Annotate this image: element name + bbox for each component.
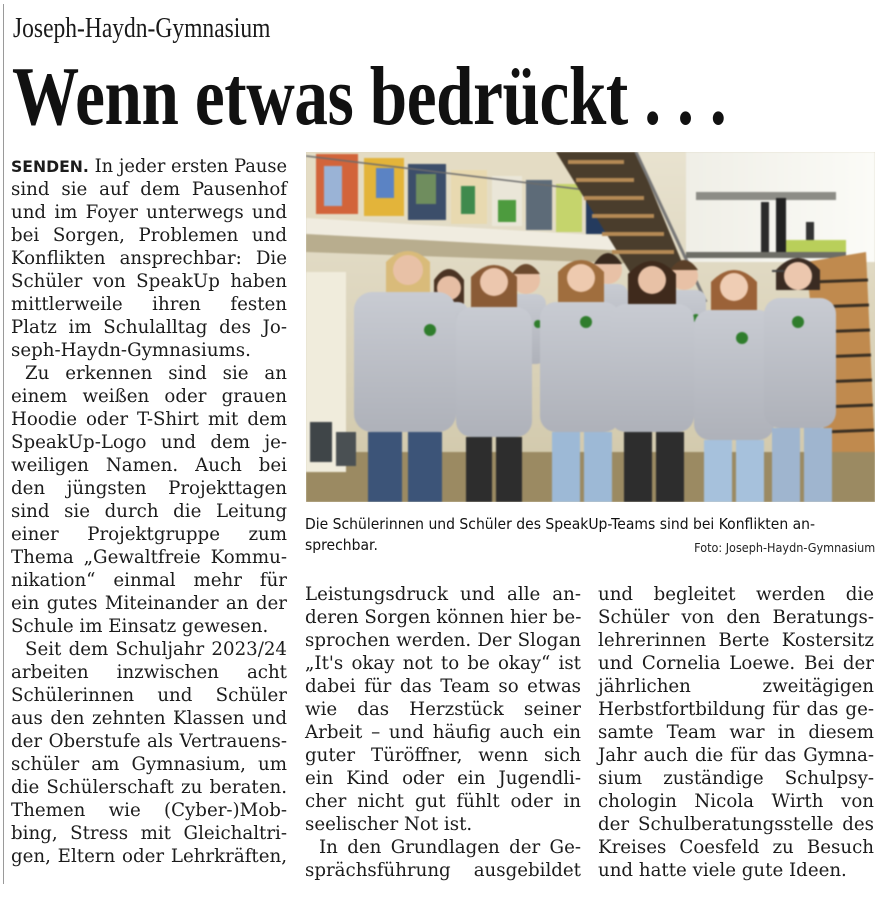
text-line: Leistungsdruck und alle an-	[305, 584, 581, 605]
text-line: wie das Herzstück seiner	[305, 699, 581, 720]
text-line: Platz im Schulalltag des Jo-	[11, 317, 287, 338]
text-line: seph-Haydn-Gymnasiums.	[11, 340, 251, 361]
text-line: „It's okay not to be okay“ ist	[305, 653, 581, 674]
article-headline: Wenn etwas bedrückt . . .	[12, 50, 727, 143]
text-line: guter Türöffner, wenn sich	[305, 745, 581, 766]
text-line: deren Sorgen können hier be-	[305, 607, 582, 628]
text-line: Themen wie (Cyber-)Mob-	[11, 800, 287, 821]
text-line: mittlerweile ihren festen	[11, 294, 287, 315]
text-fragment: In jeder ersten Pause	[88, 156, 288, 177]
article-column-3	[598, 583, 874, 882]
text-line: sprochen werden. Der Slogan	[305, 630, 581, 651]
text-line: einem weißen oder grauen	[11, 386, 287, 407]
text-line: den jüngsten Projekttagen	[11, 478, 287, 499]
text-line: die Schülerschaft zu beraten.	[11, 777, 287, 798]
text-line: Konflikten ansprechbar: Die	[11, 248, 287, 269]
text-line: Schule im Einsatz gewesen.	[11, 616, 269, 637]
text-line: sind sie auf dem Pausenhof	[11, 179, 287, 200]
text-line: bei Sorgen, Problemen und	[11, 225, 287, 246]
text-line: sprächsführung ausgebildet	[305, 860, 581, 881]
text-line: sium zuständige Schulpsy-	[598, 768, 874, 789]
text-line: Arbeit – und häufig auch ein	[305, 722, 581, 743]
text-line: der Oberstufe als Vertrauens-	[11, 731, 287, 752]
text-line: schüler am Gymnasium, um	[11, 754, 287, 775]
text-line: jährlichen zweitägigen	[598, 676, 874, 697]
text-line: Kreises Coesfeld zu Besuch	[598, 837, 874, 858]
text-line	[11, 155, 287, 178]
caption-line: Die Schülerinnen und Schüler des SpeakUp-Teams sind bei Konflikten an-	[305, 515, 816, 533]
photo-credit: Foto: Joseph-Haydn-Gymnasium	[693, 540, 875, 555]
text-line: Jahr auch die für das Gymna-	[598, 745, 874, 766]
group-photo-illustration	[306, 152, 875, 502]
text-line: ein Kind oder ein Jugendli-	[305, 768, 581, 789]
article-column-2	[305, 583, 581, 882]
text-line: cher nicht gut fühlt oder in	[305, 791, 581, 812]
text-line: sind sie durch die Leitung	[11, 501, 287, 522]
article-photo	[306, 152, 875, 502]
text-line: Zu erkennen sind sie an	[25, 363, 287, 384]
text-line: aus den zehnten Klassen und	[11, 708, 287, 729]
text-line: samte Team war in diesem	[598, 722, 874, 743]
text-line: gen, Eltern oder Lehrkräften,	[11, 846, 287, 867]
text-line: Seit dem Schuljahr 2023/24	[25, 639, 287, 660]
text-line: weiligen Namen. Auch bei	[11, 455, 287, 476]
text-line: SpeakUp-Logo und dem je-	[11, 432, 287, 453]
text-line: und im Foyer unterwegs und	[11, 202, 287, 223]
article-column-1	[11, 155, 287, 868]
text-line: chologin Nicola Wirth von	[598, 791, 874, 812]
dateline: SENDEN.	[11, 157, 89, 176]
text-line: lehrerinnen Berte Kostersitz	[598, 630, 874, 651]
text-line: Thema „Gewaltfreie Kommu-	[11, 547, 287, 568]
text-line: Hoodie oder T-Shirt mit dem	[11, 409, 287, 430]
column-rule	[3, 4, 4, 884]
text-line: In den Grundlagen der Ge-	[319, 837, 581, 858]
text-line: nikation“ einmal mehr für	[11, 570, 287, 591]
text-line: Schülerinnen und Schüler	[11, 685, 287, 706]
caption-line: sprechbar.	[305, 536, 378, 554]
text-line: dabei für das Team so etwas	[305, 676, 581, 697]
text-line: seelischer Not ist.	[305, 814, 473, 835]
text-line: einer Projektgruppe zum	[11, 524, 287, 545]
text-line: Schüler von SpeakUp haben	[11, 271, 287, 292]
text-line: ein gutes Miteinander an der	[11, 593, 287, 614]
text-line: Herbstfortbildung für das ge-	[598, 699, 874, 720]
text-line: und Cornelia Loewe. Bei der	[598, 653, 874, 674]
text-line: und hatte viele gute Ideen.	[598, 860, 847, 881]
text-line: arbeiten inzwischen acht	[11, 662, 287, 683]
text-line: Schüler von den Beratungs-	[598, 607, 874, 628]
text-line: bing, Stress mit Gleichaltri-	[11, 823, 287, 844]
text-line: der Schulberatungsstelle des	[598, 814, 874, 835]
article-kicker: Joseph-Haydn-Gymnasium	[13, 13, 271, 44]
text-line: und begleitet werden die	[598, 584, 874, 605]
